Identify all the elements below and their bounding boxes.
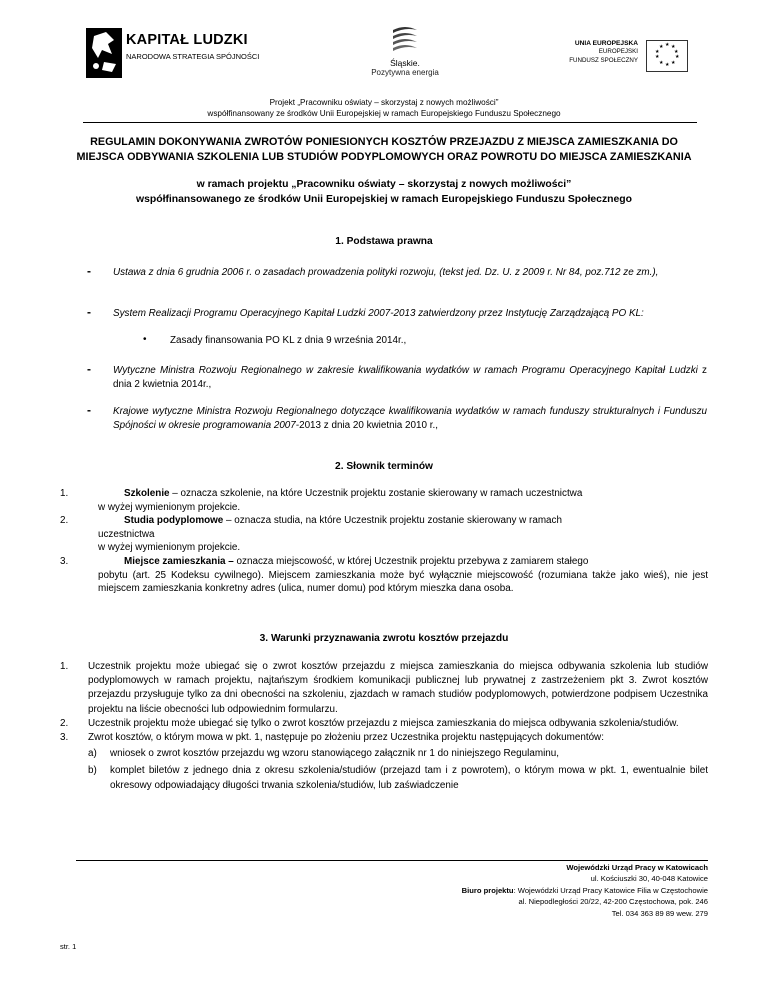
condition-item [60, 731, 708, 793]
subitem-label: b) [88, 765, 97, 777]
glossary-definition-cont: w wyżej wymienionym projekcie. [98, 501, 241, 513]
legal-basis-item-normal: 2013 z dnia 20 kwietnia 2010 r., [299, 420, 438, 431]
glossary-term: Szkolenie [124, 488, 170, 499]
condition-item [60, 660, 708, 717]
eu-logo [566, 40, 726, 80]
section2-heading: 2. Słownik terminów [335, 461, 433, 472]
eu-flag-icon [646, 40, 688, 72]
dash-marker: - [87, 264, 91, 278]
bullet-icon: • [143, 334, 147, 345]
subitem-text: komplet biletów z jednego dnia z okresu szkolenia/studiów (przejazd tam i z powrotem), o którym mowa w pkt. 1, ewentualnie bilet okresowy odpowiadający długości trwania szkolenia/studiów, lub zaświadczenie [110, 765, 708, 791]
glossary-item [60, 555, 708, 596]
glossary-definition-cont: pobytu (art. 25 Kodeksu cywilnego). Miejscem zamieszkania może być wyłącznie miejscowość (rozumiana także jako wieś), nie jest miejscem zamieszkania konkretny adres (ulica, numer domu) pod którym mieszka dana osoba. [98, 569, 708, 595]
footer-phone: Tel. 034 363 89 89 wew. 279 [611, 908, 708, 918]
subitem-text: wniosek o zwrot kosztów przejazdu wg wzoru stanowiącego załącznik nr 1 do niniejszego Regulaminu, [110, 748, 559, 760]
footer-office-address: al. Niepodległości 20/22, 42-200 Częstochowa, pok. 246 [518, 897, 708, 907]
legal-basis-item: System Realizacji Programu Operacyjnego Kapitał Ludzki 2007-2013 zatwierdzony przez Instytucję Zarządzającą PO KL: [113, 308, 644, 319]
svg-text:★: ★ [665, 42, 670, 48]
svg-text:★: ★ [659, 60, 664, 66]
legal-basis-item: Ustawa z dnia 6 grudnia 2006 r. o zasadach prowadzenia polityki rozwoju, (tekst jed. Dz. U. z 2009 r. Nr 84, poz.712 ze zm.), [113, 267, 659, 278]
legal-basis-item-normal: z dnia 2 kwietnia 2014r., [113, 365, 707, 390]
conditions-list [60, 660, 708, 796]
project-header [0, 97, 768, 119]
dash-marker: - [87, 362, 91, 376]
kapital-ludzki-logo [86, 28, 260, 86]
glossary-term: Studia podyplomowe [124, 515, 224, 527]
document-title-line2: MIEJSCA ODBYWANIA SZKOLENIA LUB STUDIÓW PODYPLOMOWYCH ORAZ POWROTU DO MIEJSCA ZAMIESZKANIA [76, 151, 692, 163]
footer-address: ul. Kościuszki 30, 40-048 Katowice [590, 874, 708, 884]
kapital-ludzki-title: KAPITAŁ LUDZKI [126, 32, 248, 48]
slaskie-tagline: Pozytywna energia [371, 68, 439, 77]
condition-text: Zwrot kosztów, o którym mowa w pkt. 1, następuje po złożeniu przez Uczestnika projektu następujących dokumentów: [88, 732, 604, 744]
footer-office-text: : Wojewódzki Urząd Pracy Katowice Filia w Częstochowie [513, 885, 708, 895]
condition-item [60, 717, 708, 731]
dash-marker: - [87, 305, 91, 319]
glossary-definition-cont: w wyżej wymienionym projekcie. [98, 542, 241, 554]
slaskie-logo [360, 24, 450, 84]
document-sublist [88, 747, 708, 793]
kapital-ludzki-emblem-icon [86, 28, 122, 78]
legal-basis-item-italic: Wytyczne Ministra Rozwoju Regionalnego w zakresie kwalifikowania wydatków w ramach Programu Operacyjnego Kapitał Ludzki [113, 365, 698, 376]
document-title [60, 135, 708, 165]
glossary-definition: – oznacza studia, na które Uczestnik projektu zostanie skierowany w ramach [223, 515, 562, 527]
svg-text:★: ★ [659, 44, 664, 50]
condition-number: 1. [60, 661, 69, 672]
svg-text:★: ★ [674, 49, 679, 55]
glossary-definition: – oznacza szkolenie, na które Uczestnik projektu zostanie skierowany w ramach uczestnictwa [169, 488, 583, 499]
glossary-item-number: 3. [60, 555, 69, 567]
project-header-line2: współfinansowany ze środków Unii Europejskiej w ramach Europejskiego Funduszu Społecznego [207, 109, 561, 118]
svg-text:★: ★ [671, 44, 676, 50]
svg-text:★: ★ [675, 54, 680, 60]
svg-text:★: ★ [655, 49, 660, 55]
footer-office [300, 885, 708, 896]
section1-heading: 1. Podstawa prawna [335, 236, 433, 247]
header-divider [83, 122, 697, 123]
svg-text:★: ★ [671, 60, 676, 66]
eu-line3: FUNDUSZ SPOŁECZNY [569, 56, 638, 64]
svg-text:★: ★ [665, 62, 670, 68]
eu-line2: EUROPEJSKI [598, 48, 638, 56]
footer-office-label: Biuro projektu [461, 885, 514, 895]
document-subtitle-line1: w ramach projektu „Pracowniku oświaty – skorzystaj z nowych możliwości” [196, 179, 572, 190]
subitem-label: a) [88, 748, 97, 760]
glossary [60, 487, 708, 596]
legal-basis-subitem: Zasady finansowania PO KL z dnia 9 września 2014r., [170, 335, 407, 346]
footer-org: Wojewódzki Urząd Pracy w Katowicach [566, 863, 708, 872]
slaskie-name: Śląskie. [390, 58, 420, 68]
footer-contact [300, 862, 708, 919]
glossary-item [60, 487, 708, 514]
eu-logo-text [566, 40, 638, 65]
condition-text: Uczestnik projektu może ubiegać się tylko o zwrot kosztów przejazdu z miejsca zamieszkania do miejsca odbywania szkolenia/studiów. [88, 717, 679, 729]
section3-heading: 3. Warunki przyznawania zwrotu kosztów przejazdu [259, 633, 509, 644]
condition-number: 3. [60, 732, 69, 744]
document-subitem [88, 764, 708, 792]
slaskie-emblem-icon [389, 24, 421, 56]
eu-line1: UNIA EUROPEJSKA [574, 40, 638, 47]
document-subtitle-line2: współfinansowanego ze środków Unii Europejskiej w ramach Europejskiego Funduszu Społecznego [136, 194, 632, 205]
glossary-definition: oznacza miejscowość, w której Uczestnik projektu przebywa z zamiarem stałego [233, 555, 589, 567]
document-title-line1: REGULAMIN DOKONYWANIA ZWROTÓW PONIESIONYCH KOSZTÓW PRZEJAZDU Z MIEJSCA ZAMIESZKANIA DO [90, 136, 678, 148]
glossary-item-number: 2. [60, 515, 69, 527]
page-number: str. 1 [60, 942, 77, 951]
document-subitem [88, 747, 708, 761]
legal-basis-item [113, 364, 707, 392]
glossary-definition-cont: uczestnictwa [98, 528, 155, 540]
glossary-item-number: 1. [60, 488, 69, 499]
kapital-ludzki-subtitle: NARODOWA STRATEGIA SPÓJNOŚCI [126, 52, 260, 61]
svg-text:★: ★ [655, 54, 660, 60]
document-subtitle [60, 177, 708, 207]
legal-basis-item-italic: Krajowe wytyczne Ministra Rozwoju Regionalnego dotyczące kwalifikowania wydatków w ramach funduszy strukturalnych i Funduszu Spójności w okresie programowania 2007- [113, 406, 707, 431]
footer-divider [76, 860, 708, 861]
glossary-term: Miejsce zamieszkania – [124, 555, 234, 567]
dash-marker: - [87, 403, 91, 417]
legal-basis-item [113, 405, 707, 433]
condition-text: Uczestnik projektu może ubiegać się o zwrot kosztów przejazdu z miejsca zamieszkania do miejsca odbywania szkolenia lub studiów podyplomowych w ramach projektu, najtańszym środkiem komunikacji publicznej lub prywatnej z zastrzeżeniem pkt 3. Zwrot kosztów przejazdu przysługuje tylko za dni obecności na szkoleniu, zjazdach w ramach studiów podyplomowych, potwierdzone podpisem Uczestnika projektu na liście obecności lub odpowiednim formularzu. [88, 661, 708, 715]
glossary-item [60, 514, 708, 555]
condition-number: 2. [60, 717, 69, 729]
project-header-line1: Projekt „Pracowniku oświaty – skorzystaj z nowych możliwości” [269, 98, 499, 107]
